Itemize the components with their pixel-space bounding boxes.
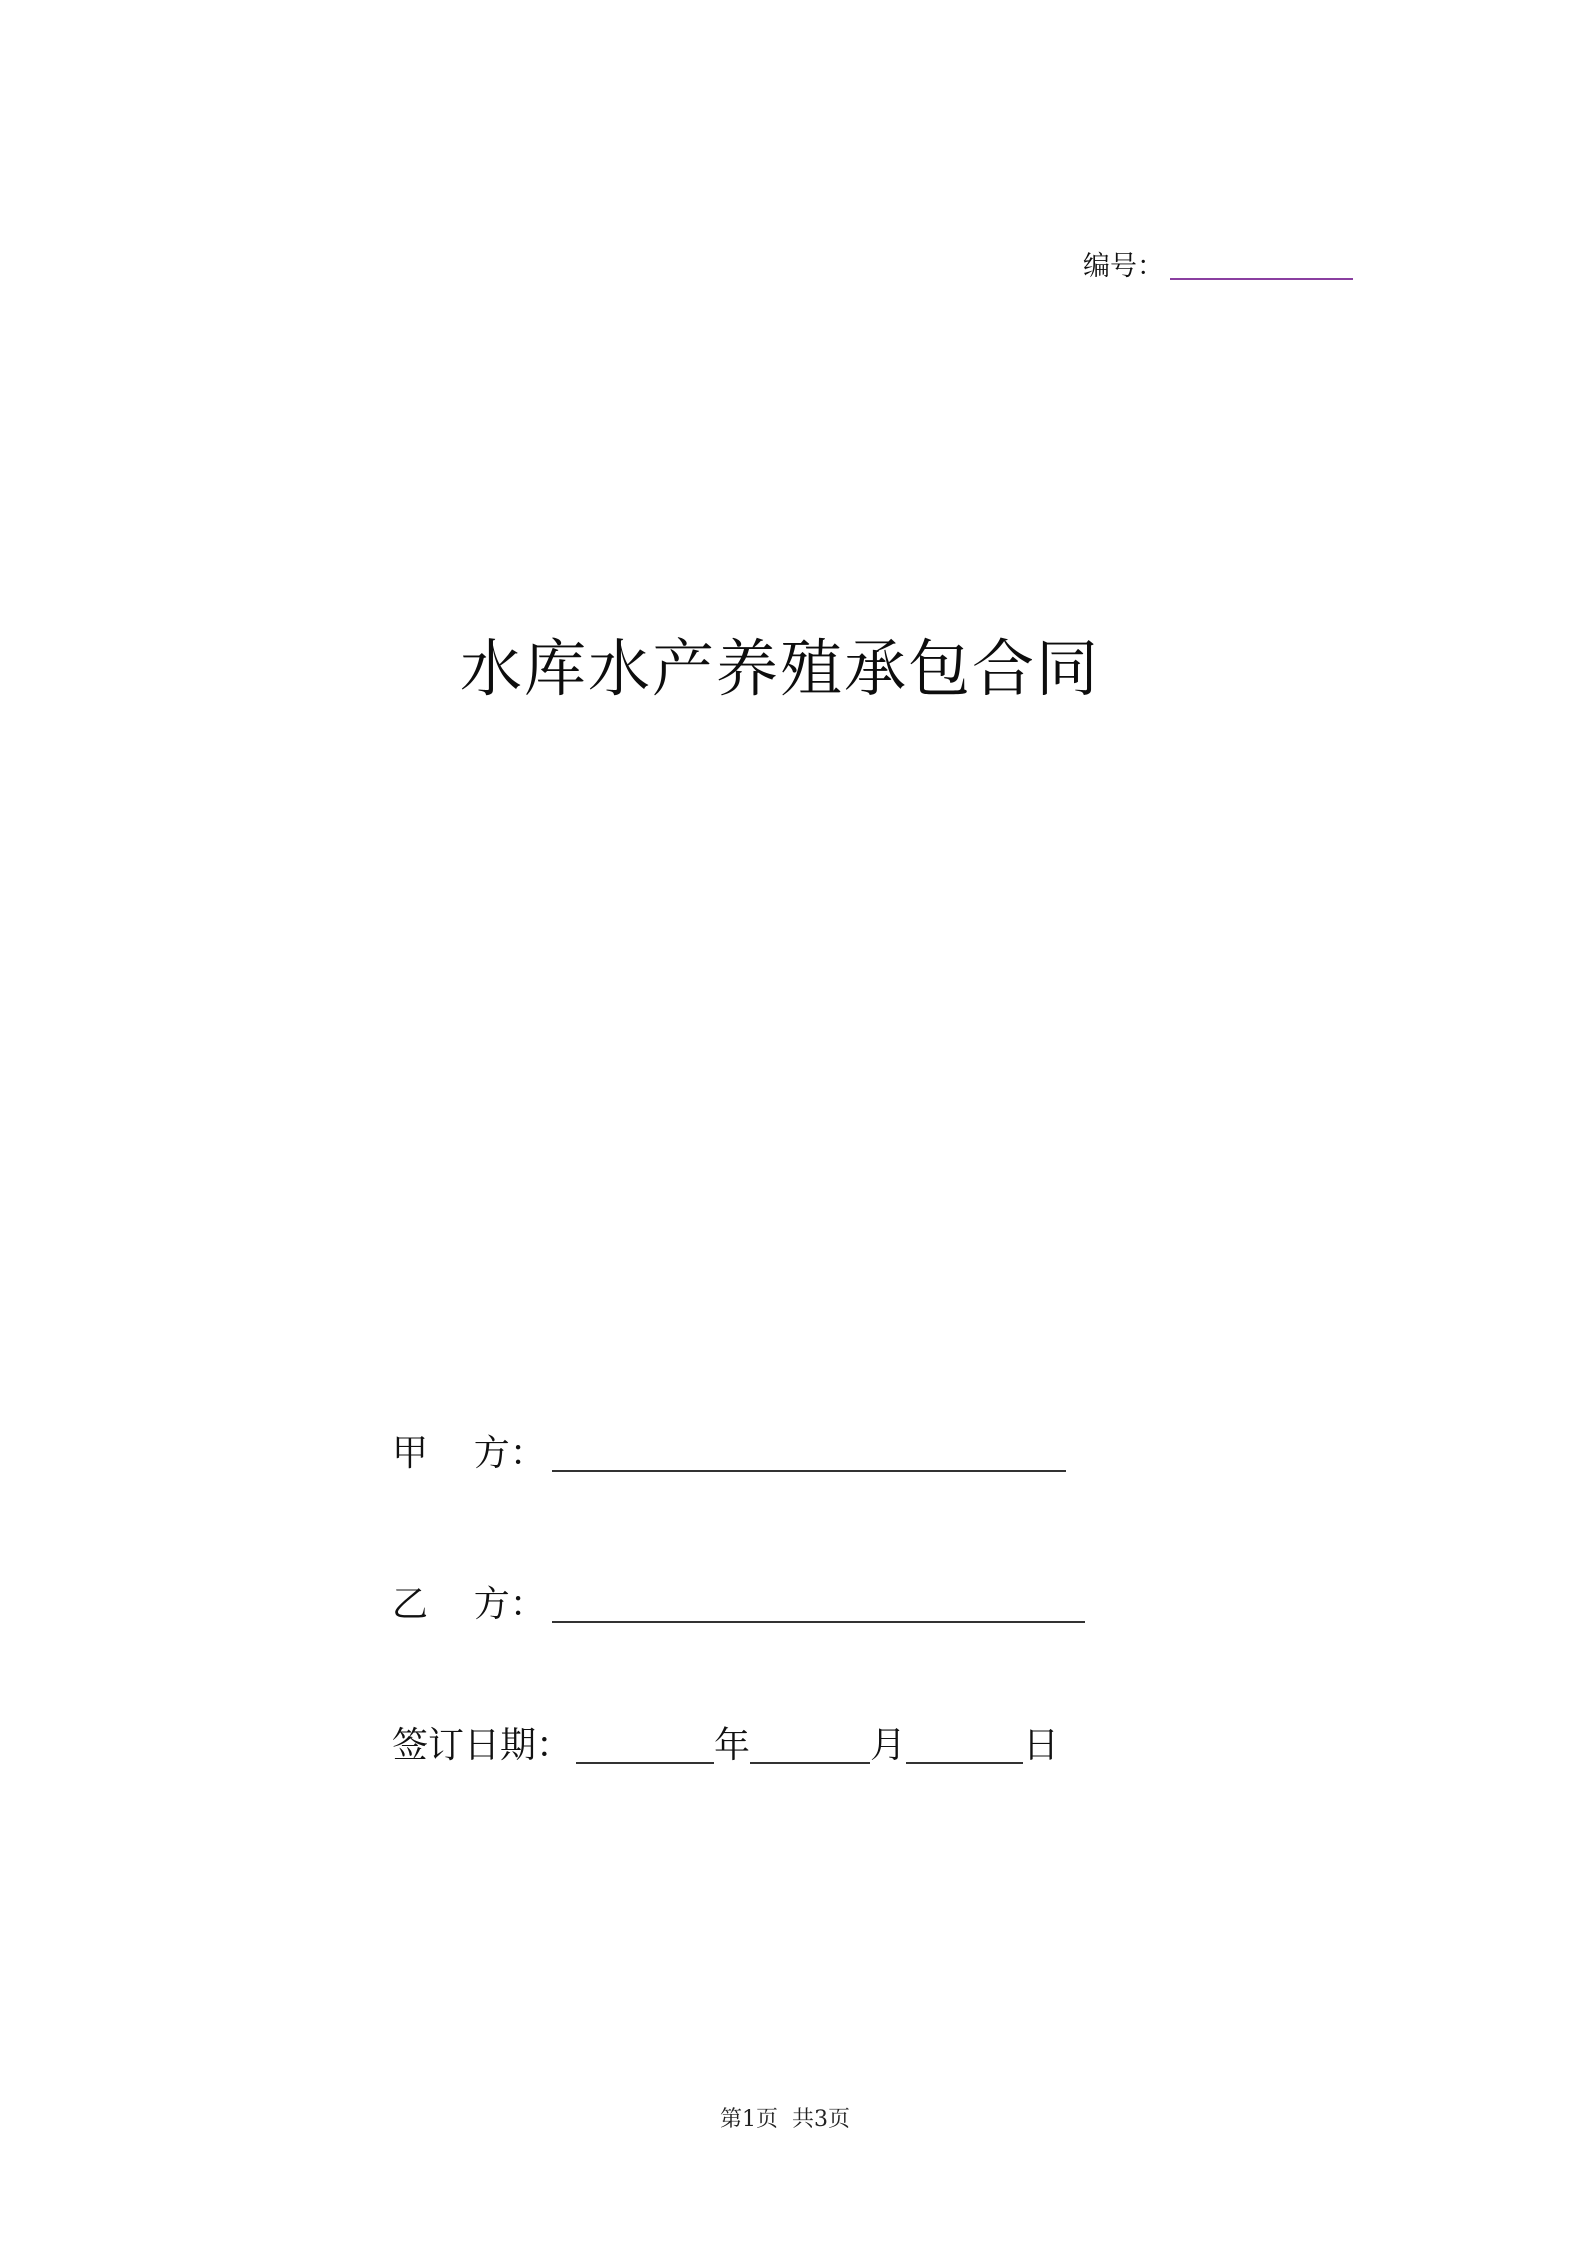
sign-day-field[interactable] [906, 1728, 1023, 1764]
party-b-row [392, 1584, 1085, 1625]
page-total: 共3页 [792, 2107, 850, 2132]
day-label: 日 [1023, 1725, 1060, 1766]
party-a-field[interactable] [552, 1436, 1066, 1472]
sign-year-field[interactable] [576, 1728, 714, 1764]
contract-number-field[interactable] [1170, 252, 1353, 280]
party-a-row [392, 1433, 1066, 1474]
contract-number-label: 编号： [1083, 251, 1164, 282]
page-current: 第1页 [720, 2107, 778, 2132]
party-b-label: 乙 方： [392, 1584, 546, 1625]
party-b-field[interactable] [552, 1587, 1085, 1623]
sign-month-field[interactable] [750, 1728, 870, 1764]
year-label: 年 [714, 1725, 751, 1766]
month-label: 月 [870, 1725, 907, 1766]
page-counter [0, 2102, 1586, 2133]
contract-number [1083, 240, 1353, 280]
sign-date-label: 签订日期： [392, 1725, 573, 1766]
sign-date-row [392, 1725, 1060, 1766]
document-title: 水库水产养殖承包合同 [459, 632, 1100, 705]
party-a-label: 甲 方： [392, 1433, 546, 1474]
